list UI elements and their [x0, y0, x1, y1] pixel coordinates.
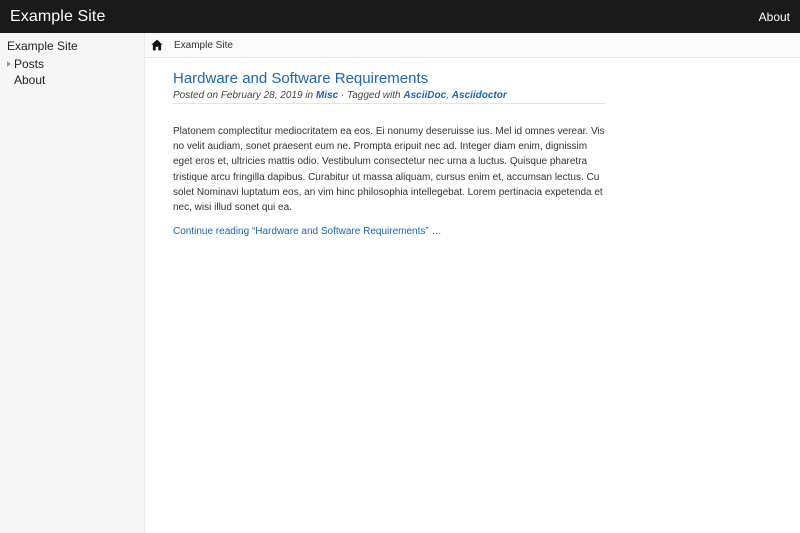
sidebar-item-label: About [14, 73, 46, 87]
breadcrumb-item[interactable]: Example Site [174, 39, 233, 51]
main-content [173, 70, 605, 239]
caret-right-icon[interactable] [0, 61, 14, 67]
post-excerpt: Platonem complectitur mediocritatem ea eos. Ei nonumy deseruisse ius. Mel id omnes verear. Vis no velit audiam, sonet praesent eum ne. Prompta eripuit nec ad. Integer diam enim, dignissim eget eros et, ultricies mattis odio. Vestibulum consectetur nec urna a luctus. Quisque pharetra tristique arcu fringilla dapibus. Curabitur ut massa aliquam, cursus enim et, accumsan lectus. Cu solet Nominavi luptatum eos, an vim hinc philosophia intellegebat. Lorem pertinacia expetenda et nec, wisi illud sonet qui ea. [173, 126, 605, 214]
tag-separator: , [446, 90, 449, 101]
sidebar-home-link[interactable]: Example Site [7, 39, 78, 53]
home-icon[interactable] [151, 39, 163, 51]
meta-in: in [305, 90, 314, 101]
post-title-link[interactable]: Hardware and Software Requirements [173, 70, 429, 87]
site-title-link[interactable]: Example Site [10, 7, 106, 25]
category-link[interactable]: Misc [315, 90, 339, 101]
top-navbar [0, 0, 800, 33]
post-date: February 28, 2019 [220, 90, 303, 101]
meta-tagged: · Tagged with [340, 90, 401, 101]
breadcrumb [145, 33, 800, 58]
sidebar-item-about[interactable] [0, 72, 144, 88]
tag-link-asciidoc[interactable]: AsciiDoc [403, 90, 447, 101]
tag-link-asciidoctor[interactable]: Asciidoctor [451, 90, 507, 101]
post-meta [173, 90, 605, 104]
meta-posted-prefix: Posted on [173, 90, 219, 101]
continue-reading-link[interactable]: Continue reading “Hardware and Software Requirements” … [173, 226, 442, 238]
sidebar-item-posts[interactable] [0, 56, 144, 72]
sidebar [0, 33, 145, 533]
sidebar-item-label: Posts [14, 57, 45, 71]
nav-about-link[interactable]: About [758, 9, 790, 24]
